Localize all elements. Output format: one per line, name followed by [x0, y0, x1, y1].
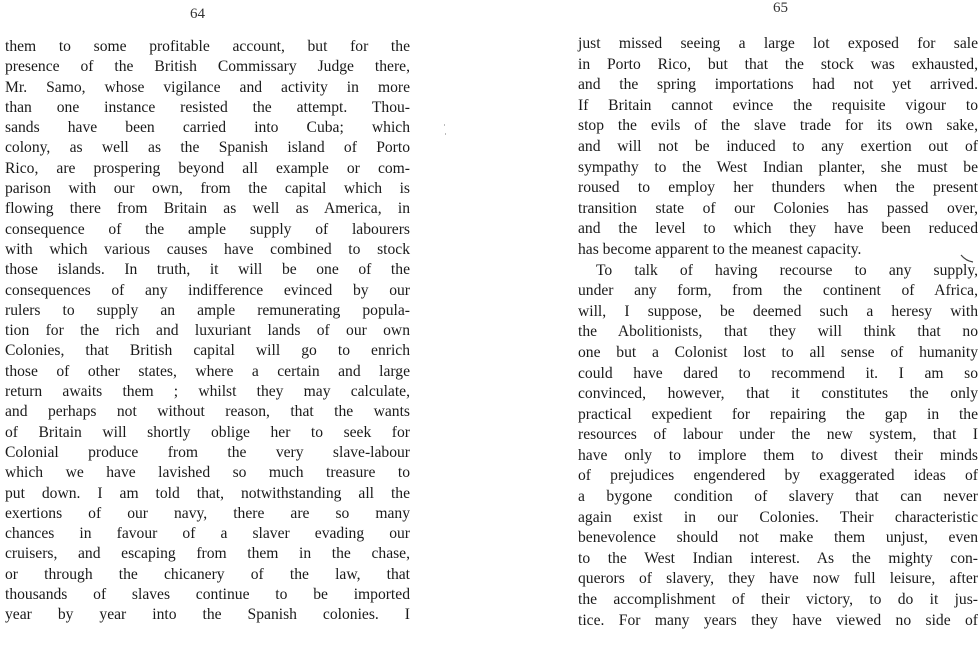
- text-line: cruisers, and escaping from them in the chase,: [5, 545, 410, 563]
- text-line: sands have been carried into Cuba; which: [5, 119, 410, 137]
- text-line: chances in favour of a slaver evading our: [5, 525, 410, 543]
- text-line: presence of the British Commissary Judge there,: [5, 58, 410, 76]
- text-line: stop the evils of the slave trade for its own sake,: [578, 117, 978, 135]
- text-line: the accomplishment of their victory, to do it jus-: [578, 591, 978, 609]
- left-page: [0, 0, 420, 651]
- text-line: the Abolitionists, that they will think that no: [578, 323, 978, 341]
- text-line: year by year into the Spanish colonies. I: [5, 606, 410, 624]
- text-line: with which various causes have combined to stock: [5, 240, 410, 258]
- text-line: could have dared to recommend it. I am so: [578, 364, 978, 382]
- text-line: convinced, however, that it constitutes the only: [578, 385, 978, 403]
- text-line: under any form, from the continent of Africa,: [578, 282, 978, 300]
- text-line: sympathy to the West Indian planter, she must be: [578, 158, 978, 176]
- text-line: put down. I am told that, notwithstanding all the: [5, 484, 410, 502]
- text-line: tion for the rich and luxuriant lands of our own: [5, 322, 410, 340]
- text-line: just missed seeing a large lot exposed for sale: [578, 35, 978, 52]
- text-line: resources of labour under the new system, that I: [578, 426, 978, 444]
- text-line: colony, as well as the Spanish island of Porto: [5, 139, 410, 157]
- text-line: practical expedient for repairing the gap in the: [578, 405, 978, 423]
- text-line: or through the chicanery of the law, that: [5, 565, 410, 583]
- text-line: transition state of our Colonies has passed over,: [578, 199, 978, 217]
- text-line: Mr. Samo, whose vigilance and activity in more: [5, 78, 410, 96]
- text-line: to the West Indian interest. As the mighty con-: [578, 549, 978, 567]
- pencil-tick-mark: [960, 253, 974, 263]
- page-number-left: 64: [190, 6, 205, 22]
- text-line: and will not be induced to any exertion out of: [578, 137, 978, 155]
- text-line: them to some profitable account, but for the: [5, 38, 410, 55]
- text-line: roused to employ her thunders when the present: [578, 179, 978, 197]
- text-line: and perhaps not without reason, that the wants: [5, 403, 410, 421]
- text-line: a bygone condition of slavery that can never: [578, 488, 978, 506]
- text-line: Colonial produce from the very slave-labour: [5, 443, 410, 461]
- text-line: than one instance resisted the attempt. Thou-: [5, 98, 410, 116]
- text-line: of prejudices engendered by exaggerated ideas of: [578, 467, 978, 485]
- text-line: of Britain will shortly oblige her to seek for: [5, 423, 410, 441]
- text-line: those islands. In truth, it will be one of the: [5, 261, 410, 279]
- text-line: which we have lavished so much treasure to: [5, 464, 410, 482]
- text-line: and the level to which they have been reduced: [578, 220, 978, 238]
- right-page: [570, 0, 980, 651]
- text-line: rulers to supply an ample remunerating popula-: [5, 301, 410, 319]
- text-line: has become apparent to the meanest capacity.: [578, 240, 862, 258]
- page-number-right: 65: [773, 0, 788, 16]
- text-line: Colonies, that British capital will go to enrich: [5, 342, 410, 360]
- text-line: If Britain cannot evince the requisite vigour to: [578, 96, 978, 114]
- text-line: in Porto Rico, but that the stock was exhausted,: [578, 55, 978, 73]
- text-line: again exist in our Colonies. Their characteristic: [578, 508, 978, 526]
- text-line: parison with our own, from the capital which is: [5, 180, 410, 198]
- text-line: To talk of having recourse to any supply,: [596, 261, 978, 279]
- text-line: querors of slavery, they have now full leisure, after: [578, 570, 978, 588]
- text-line: those of other states, where a certain and large: [5, 362, 410, 380]
- scan-specks: [442, 120, 448, 140]
- left-page-body: [5, 37, 410, 626]
- text-line: exertions of our navy, there are so many: [5, 504, 410, 522]
- text-line: one but a Colonist lost to all sense of humanity: [578, 343, 978, 361]
- text-line: Rico, are prospering beyond all example or com-: [5, 159, 410, 177]
- text-line: return awaits them ; whilst they may calculate,: [5, 383, 410, 401]
- text-line: benevolence should not make them unjust, even: [578, 529, 978, 547]
- text-line: have only to implore them to divest their minds: [578, 446, 978, 464]
- right-page-body: [578, 34, 978, 631]
- text-line: tice. For many years they have viewed no side of: [578, 611, 978, 629]
- text-line: consequence of the ample supply of labourers: [5, 220, 410, 238]
- text-line: consequences of any indifference evinced by our: [5, 281, 410, 299]
- text-line: will, I suppose, be deemed such a heresy with: [578, 302, 978, 320]
- text-line: flowing there from Britain as well as America, in: [5, 200, 410, 218]
- text-line: and the spring importations had not yet arrived.: [578, 76, 978, 94]
- text-line: thousands of slaves continue to be imported: [5, 586, 410, 604]
